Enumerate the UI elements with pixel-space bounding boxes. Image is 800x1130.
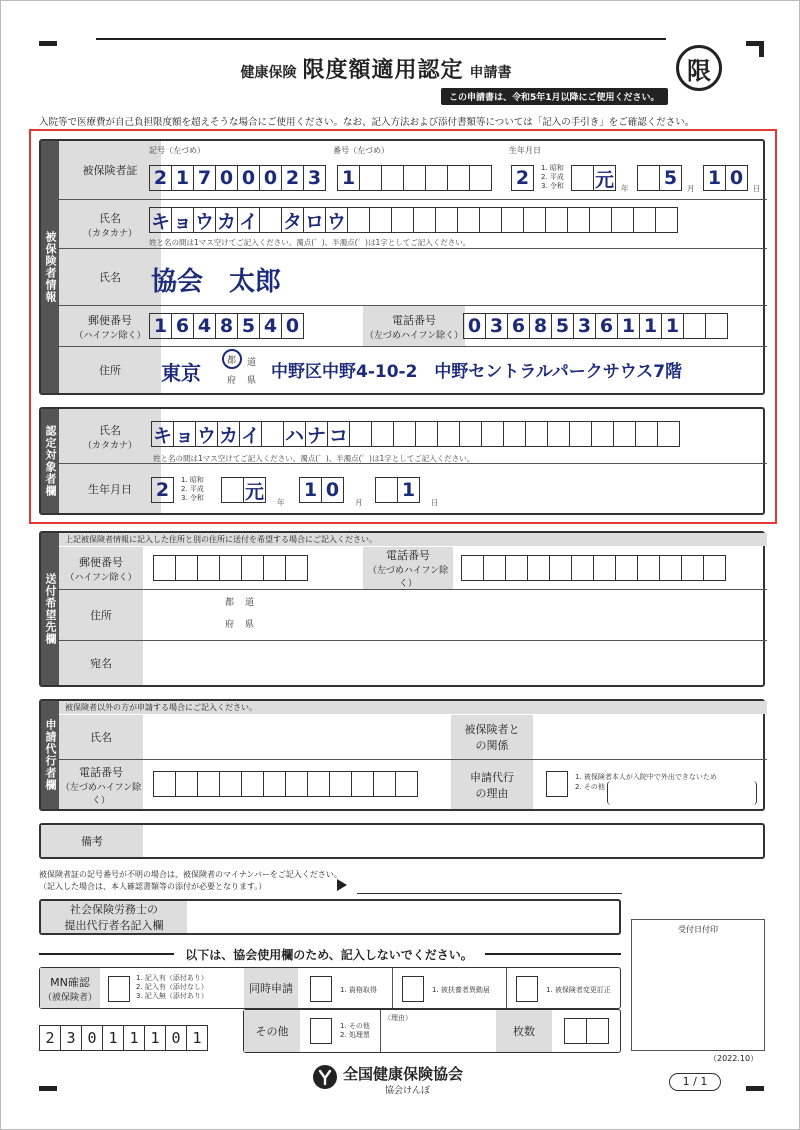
- char-box[interactable]: [637, 165, 660, 191]
- char-box[interactable]: 3: [485, 313, 508, 339]
- char-box[interactable]: [591, 421, 614, 447]
- insured-address-label: 住所: [59, 347, 161, 393]
- char-box[interactable]: [241, 555, 264, 581]
- char-box[interactable]: [589, 207, 612, 233]
- char-box: 3: [60, 1025, 82, 1051]
- char-box[interactable]: [395, 771, 418, 797]
- simul-opt-3: 1. 被保険者変更訂正: [546, 986, 611, 994]
- char-box[interactable]: ハ: [283, 421, 306, 447]
- char-box[interactable]: [681, 555, 704, 581]
- char-box: 1: [102, 1025, 124, 1051]
- char-box[interactable]: [153, 771, 176, 797]
- char-box[interactable]: [483, 555, 506, 581]
- char-box[interactable]: 0: [237, 165, 260, 191]
- simul-check-3: [516, 976, 538, 1002]
- simul-opt-1: 1. 資格取得: [340, 986, 377, 994]
- simul-check-1: [310, 976, 332, 1002]
- char-box[interactable]: [425, 165, 448, 191]
- simul-check-2: [402, 976, 424, 1002]
- crop-mark-top-left: [39, 41, 57, 46]
- labor-consultant-label: 社会保険労務士の 提出代行者名記入欄: [41, 901, 187, 933]
- insured-name-value[interactable]: 協会 太郎: [151, 267, 282, 297]
- other-reason-caption: （理由）: [384, 1014, 412, 1022]
- char-box[interactable]: [241, 771, 264, 797]
- remarks-section: [39, 823, 765, 859]
- char-box[interactable]: ョ: [173, 421, 196, 447]
- char-box[interactable]: 元: [243, 477, 266, 503]
- char-box[interactable]: 0: [215, 165, 238, 191]
- pref-opt-do: 道: [247, 358, 257, 368]
- char-box[interactable]: [481, 421, 504, 447]
- char-box[interactable]: [219, 555, 242, 581]
- labor-consultant-section: [39, 899, 621, 935]
- insured-kana-boxes[interactable]: [149, 207, 677, 233]
- char-box[interactable]: [153, 555, 176, 581]
- char-box[interactable]: [523, 207, 546, 233]
- char-box: 2: [39, 1025, 61, 1051]
- receipt-stamp-box: [631, 919, 765, 1051]
- birth-caption: 生年月日: [509, 146, 541, 155]
- agent-side-label: 申請代行者欄: [41, 701, 59, 809]
- char-box[interactable]: [637, 555, 660, 581]
- char-box: 0: [81, 1025, 103, 1051]
- char-box[interactable]: 1: [171, 165, 194, 191]
- target-birth-label: 生年月日: [59, 464, 161, 513]
- mn-label: MN確認 （被保険者）: [40, 968, 100, 1008]
- insured-section: [39, 139, 765, 395]
- pref-opt-ken: 県: [247, 376, 257, 386]
- char-box[interactable]: キ: [151, 421, 174, 447]
- char-box[interactable]: 0: [321, 477, 344, 503]
- char-box[interactable]: [447, 165, 470, 191]
- target-era-options: 1. 昭和 2. 平成 3. 令和: [181, 476, 204, 502]
- delivery-pref-to: 都: [225, 598, 235, 608]
- char-box[interactable]: [615, 555, 638, 581]
- char-box[interactable]: [569, 421, 592, 447]
- char-box[interactable]: [469, 165, 492, 191]
- agent-reason-checkbox[interactable]: [546, 771, 568, 797]
- char-box[interactable]: [459, 421, 482, 447]
- insured-birth-day[interactable]: [703, 165, 747, 191]
- crop-mark-bottom-left: [39, 1086, 57, 1091]
- char-box[interactable]: [613, 421, 636, 447]
- char-box[interactable]: [461, 555, 484, 581]
- char-box[interactable]: [703, 555, 726, 581]
- char-box[interactable]: [571, 165, 594, 191]
- delivery-side-label: 送付希望先欄: [41, 533, 59, 685]
- crop-mark-top-right-v: [759, 41, 764, 57]
- title-suffix: 申請書: [469, 65, 512, 81]
- char-box[interactable]: 1: [397, 477, 420, 503]
- char-box[interactable]: [545, 207, 568, 233]
- char-box[interactable]: [633, 207, 656, 233]
- char-box[interactable]: 8: [529, 313, 552, 339]
- other-options: 1. その他 2. 処理票: [340, 1022, 370, 1039]
- remarks-label: 備考: [41, 825, 143, 857]
- symbol-boxes[interactable]: [149, 165, 325, 191]
- char-box[interactable]: 4: [259, 313, 282, 339]
- insured-postal-boxes[interactable]: [149, 313, 303, 339]
- agent-reason-label: 申請代行の理由: [451, 760, 533, 809]
- char-box[interactable]: ウ: [195, 421, 218, 447]
- mynumber-note: 被保険者証の記号番号が不明の場合は、被保険者のマイナンバーをご記入ください。 （記入した場合は、本人確認書類等の添付が必要となります。）: [39, 870, 342, 891]
- office-use-title: 以下は、協会使用欄のため、記入しないでください。: [185, 948, 473, 962]
- agent-name-label: 氏名: [59, 715, 143, 759]
- delivery-pref-fu: 府: [225, 620, 235, 630]
- char-box[interactable]: 0: [281, 313, 304, 339]
- office-use-section: [39, 967, 621, 1009]
- char-box: 0: [165, 1025, 187, 1051]
- insured-kana-note: 姓と名の間は1マス空けてご記入ください。濁点(゛)、半濁点(゜)は1字としてご記入ください。: [149, 238, 471, 247]
- char-box[interactable]: [655, 207, 678, 233]
- char-box[interactable]: [263, 771, 286, 797]
- char-box[interactable]: [659, 555, 682, 581]
- char-box[interactable]: コ: [327, 421, 350, 447]
- office-other-section: [243, 1009, 621, 1053]
- char-box[interactable]: 2: [149, 165, 172, 191]
- char-box[interactable]: [373, 771, 396, 797]
- char-box[interactable]: [505, 555, 528, 581]
- number-caption: 番号（左づめ）: [333, 146, 389, 155]
- char-box[interactable]: 1: [639, 313, 662, 339]
- char-box[interactable]: [371, 421, 394, 447]
- char-box[interactable]: [285, 771, 308, 797]
- char-box[interactable]: 8: [215, 313, 238, 339]
- char-box[interactable]: 5: [551, 313, 574, 339]
- target-birth-day[interactable]: [375, 477, 419, 503]
- char-box[interactable]: 5: [659, 165, 682, 191]
- char-box[interactable]: [413, 207, 436, 233]
- intro-text: 入院等で医療費が自己負担限度額を超えそうな場合にご使用ください。なお、記入方法および添付書類等については「記入の手引き」をご確認ください。: [39, 117, 695, 128]
- insured-birth-year[interactable]: [571, 165, 615, 191]
- char-box[interactable]: [479, 207, 502, 233]
- char-box[interactable]: 元: [593, 165, 616, 191]
- agent-note: 被保険者以外の方が申請する場合にご記入ください。: [59, 701, 767, 714]
- char-box[interactable]: 3: [573, 313, 596, 339]
- org-sub: 協会けんぽ: [385, 1086, 431, 1096]
- pref-opt-fu: 府: [227, 376, 237, 386]
- char-box[interactable]: [221, 477, 244, 503]
- page-indicator: 1 / 1: [669, 1073, 721, 1091]
- insured-kana-label: 氏名 （カタカナ）: [59, 200, 161, 248]
- char-box[interactable]: [683, 313, 706, 339]
- insured-birth-month[interactable]: [637, 165, 681, 191]
- char-box[interactable]: 0: [463, 313, 486, 339]
- target-unit-year: 年: [277, 498, 285, 507]
- org-name: 全国健康保険協会: [343, 1065, 464, 1083]
- target-kana-note: 姓と名の間は1マス空けてご記入ください。濁点(゛)、半濁点(゜)は1字としてご記入ください。: [153, 454, 475, 463]
- char-box[interactable]: イ: [237, 207, 260, 233]
- mn-options: 1. 記入有（添付あり） 2. 記入有（添付なし） 3. 記入無（添付あり）: [136, 974, 208, 1000]
- char-box[interactable]: イ: [239, 421, 262, 447]
- char-box: 1: [186, 1025, 208, 1051]
- agent-reason-opt1: 1. 被保険者本人が入院中で外出できないため: [575, 773, 717, 781]
- char-box[interactable]: [527, 555, 550, 581]
- agent-reason-opt2: 2. その他: [575, 783, 605, 791]
- title-main: 限度額適用認定: [302, 58, 464, 83]
- mynumber-underline: [357, 893, 622, 894]
- delivery-pref-ken: 県: [245, 620, 255, 630]
- char-box[interactable]: 7: [193, 165, 216, 191]
- char-box[interactable]: ナ: [305, 421, 328, 447]
- char-box[interactable]: 1: [617, 313, 640, 339]
- char-box: 1: [144, 1025, 166, 1051]
- char-box[interactable]: 4: [193, 313, 216, 339]
- char-box[interactable]: ウ: [193, 207, 216, 233]
- char-box[interactable]: [375, 477, 398, 503]
- agent-section: [39, 699, 765, 811]
- char-box[interactable]: 6: [171, 313, 194, 339]
- char-box[interactable]: 3: [303, 165, 326, 191]
- symbol-caption: 記号（左づめ）: [149, 146, 205, 155]
- char-box[interactable]: ロ: [303, 207, 326, 233]
- char-box[interactable]: [347, 207, 370, 233]
- insured-era-options: 1. 昭和 2. 平成 3. 令和: [541, 164, 564, 190]
- char-box[interactable]: [657, 421, 680, 447]
- target-kana-label: 氏名 （カタカナ）: [59, 409, 161, 463]
- target-section: [39, 407, 765, 515]
- insured-postal-label: 郵便番号 （ハイフン除く）: [59, 306, 161, 346]
- usage-note: この申請書は、令和5年1月以降にご使用ください。: [441, 88, 668, 105]
- card-label: 被保険者証: [59, 141, 161, 199]
- count-boxes: [564, 1018, 608, 1044]
- delivery-postal-label: 郵便番号 （ハイフン除く）: [59, 547, 143, 589]
- target-side-label: 認定対象者欄: [41, 409, 59, 513]
- count-label: 枚数: [496, 1010, 552, 1052]
- form-title: [96, 53, 656, 83]
- delivery-pref-do: 道: [245, 598, 255, 608]
- char-box[interactable]: [261, 421, 284, 447]
- agent-phone-boxes[interactable]: [153, 771, 417, 797]
- target-birth-year[interactable]: [221, 477, 265, 503]
- limit-badge: 限: [676, 45, 722, 91]
- insured-name-label: 氏名: [59, 249, 161, 305]
- mynumber-arrow-icon: [337, 879, 347, 891]
- char-box[interactable]: [501, 207, 524, 233]
- char-box[interactable]: [307, 771, 330, 797]
- target-unit-month: 月: [355, 498, 363, 507]
- pref-opt-to: 都: [227, 356, 237, 366]
- char-box[interactable]: ウ: [325, 207, 348, 233]
- char-box[interactable]: 1: [703, 165, 726, 191]
- char-box[interactable]: [369, 207, 392, 233]
- char-box[interactable]: [403, 165, 426, 191]
- target-kana-boxes[interactable]: [151, 421, 679, 447]
- char-box[interactable]: 0: [259, 165, 282, 191]
- char-box[interactable]: [525, 421, 548, 447]
- char-box[interactable]: [635, 421, 658, 447]
- delivery-postal-boxes[interactable]: [153, 555, 307, 581]
- delivery-address-label: 住所: [59, 590, 143, 640]
- insured-address-value[interactable]: 中野区中野4-10-2 中野セントラルパークサウス7階: [271, 362, 683, 382]
- char-box[interactable]: [259, 207, 282, 233]
- char-box[interactable]: 1: [661, 313, 684, 339]
- char-box[interactable]: [285, 555, 308, 581]
- unit-year: 年: [621, 184, 629, 193]
- char-box[interactable]: [705, 313, 728, 339]
- char-box[interactable]: カ: [215, 207, 238, 233]
- char-box[interactable]: [549, 555, 572, 581]
- char-box[interactable]: [381, 165, 404, 191]
- form-code: [39, 1025, 207, 1051]
- char-box[interactable]: [547, 421, 570, 447]
- char-box[interactable]: 1: [149, 313, 172, 339]
- mn-checkbox: [108, 976, 130, 1002]
- char-box[interactable]: [351, 771, 374, 797]
- insured-birth-era[interactable]: 2: [511, 165, 533, 191]
- target-birth-month[interactable]: [299, 477, 343, 503]
- unit-day: 日: [753, 184, 761, 193]
- char-box[interactable]: 5: [237, 313, 260, 339]
- insured-phone-label: 電話番号 （左づめハイフン除く）: [363, 306, 465, 346]
- other-checkbox: [310, 1018, 332, 1044]
- target-unit-day: 日: [431, 498, 439, 507]
- delivery-phone-label: 電話番号 （左づめハイフン除く）: [363, 547, 453, 589]
- delivery-recipient-label: 宛名: [59, 641, 143, 685]
- delivery-note: 上記被保険者情報に記入した住所と別の住所に送付を希望する場合にご記入ください。: [59, 533, 767, 546]
- char-box[interactable]: [263, 555, 286, 581]
- char-box[interactable]: [571, 555, 594, 581]
- char-box[interactable]: [349, 421, 372, 447]
- char-box[interactable]: [175, 771, 198, 797]
- char-box[interactable]: [435, 207, 458, 233]
- version-text: （2022.10）: [709, 1054, 759, 1063]
- char-box[interactable]: [437, 421, 460, 447]
- char-box[interactable]: ョ: [171, 207, 194, 233]
- char-box[interactable]: [175, 555, 198, 581]
- simul-opt-2: 1. 被扶養者異動届: [432, 986, 490, 994]
- char-box[interactable]: [359, 165, 382, 191]
- char-box[interactable]: 6: [595, 313, 618, 339]
- char-box[interactable]: キ: [149, 207, 172, 233]
- char-box[interactable]: [197, 555, 220, 581]
- unit-month: 月: [687, 184, 695, 193]
- char-box[interactable]: タ: [281, 207, 304, 233]
- char-box[interactable]: [415, 421, 438, 447]
- agent-reason-other-bracket[interactable]: [607, 781, 757, 805]
- header-rule: [96, 38, 666, 40]
- char-box[interactable]: [329, 771, 352, 797]
- insured-phone-boxes[interactable]: [463, 313, 727, 339]
- receipt-stamp-label: 受付日付印: [678, 925, 718, 934]
- simul-label: 同時申請: [244, 968, 298, 1008]
- agent-relation-label: 被保険者との関係: [451, 715, 533, 759]
- char-box[interactable]: カ: [217, 421, 240, 447]
- char-box[interactable]: [593, 555, 616, 581]
- insured-pref-value[interactable]: 東京: [161, 361, 201, 385]
- char-box[interactable]: [457, 207, 480, 233]
- char-box[interactable]: [391, 207, 414, 233]
- delivery-section: [39, 531, 765, 687]
- insured-side-label: 被保険者情報: [41, 141, 59, 393]
- title-prefix: 健康保険: [240, 65, 297, 81]
- char-box[interactable]: 2: [281, 165, 304, 191]
- char-box[interactable]: [219, 771, 242, 797]
- char-box[interactable]: [393, 421, 416, 447]
- other-label: その他: [244, 1010, 300, 1052]
- char-box[interactable]: [503, 421, 526, 447]
- target-birth-era[interactable]: 2: [151, 477, 173, 503]
- agent-phone-label: 電話番号 （左づめハイフン除く）: [59, 760, 143, 809]
- delivery-phone-boxes[interactable]: [461, 555, 725, 581]
- char-box[interactable]: 1: [299, 477, 322, 503]
- org-logo-icon: [313, 1065, 337, 1089]
- char-box: 1: [123, 1025, 145, 1051]
- char-box[interactable]: 1: [337, 165, 360, 191]
- number-boxes[interactable]: [337, 165, 491, 191]
- char-box[interactable]: 0: [725, 165, 748, 191]
- crop-mark-bottom-right: [746, 1086, 764, 1091]
- char-box[interactable]: [197, 771, 220, 797]
- char-box[interactable]: [611, 207, 634, 233]
- char-box[interactable]: [567, 207, 590, 233]
- char-box[interactable]: 6: [507, 313, 530, 339]
